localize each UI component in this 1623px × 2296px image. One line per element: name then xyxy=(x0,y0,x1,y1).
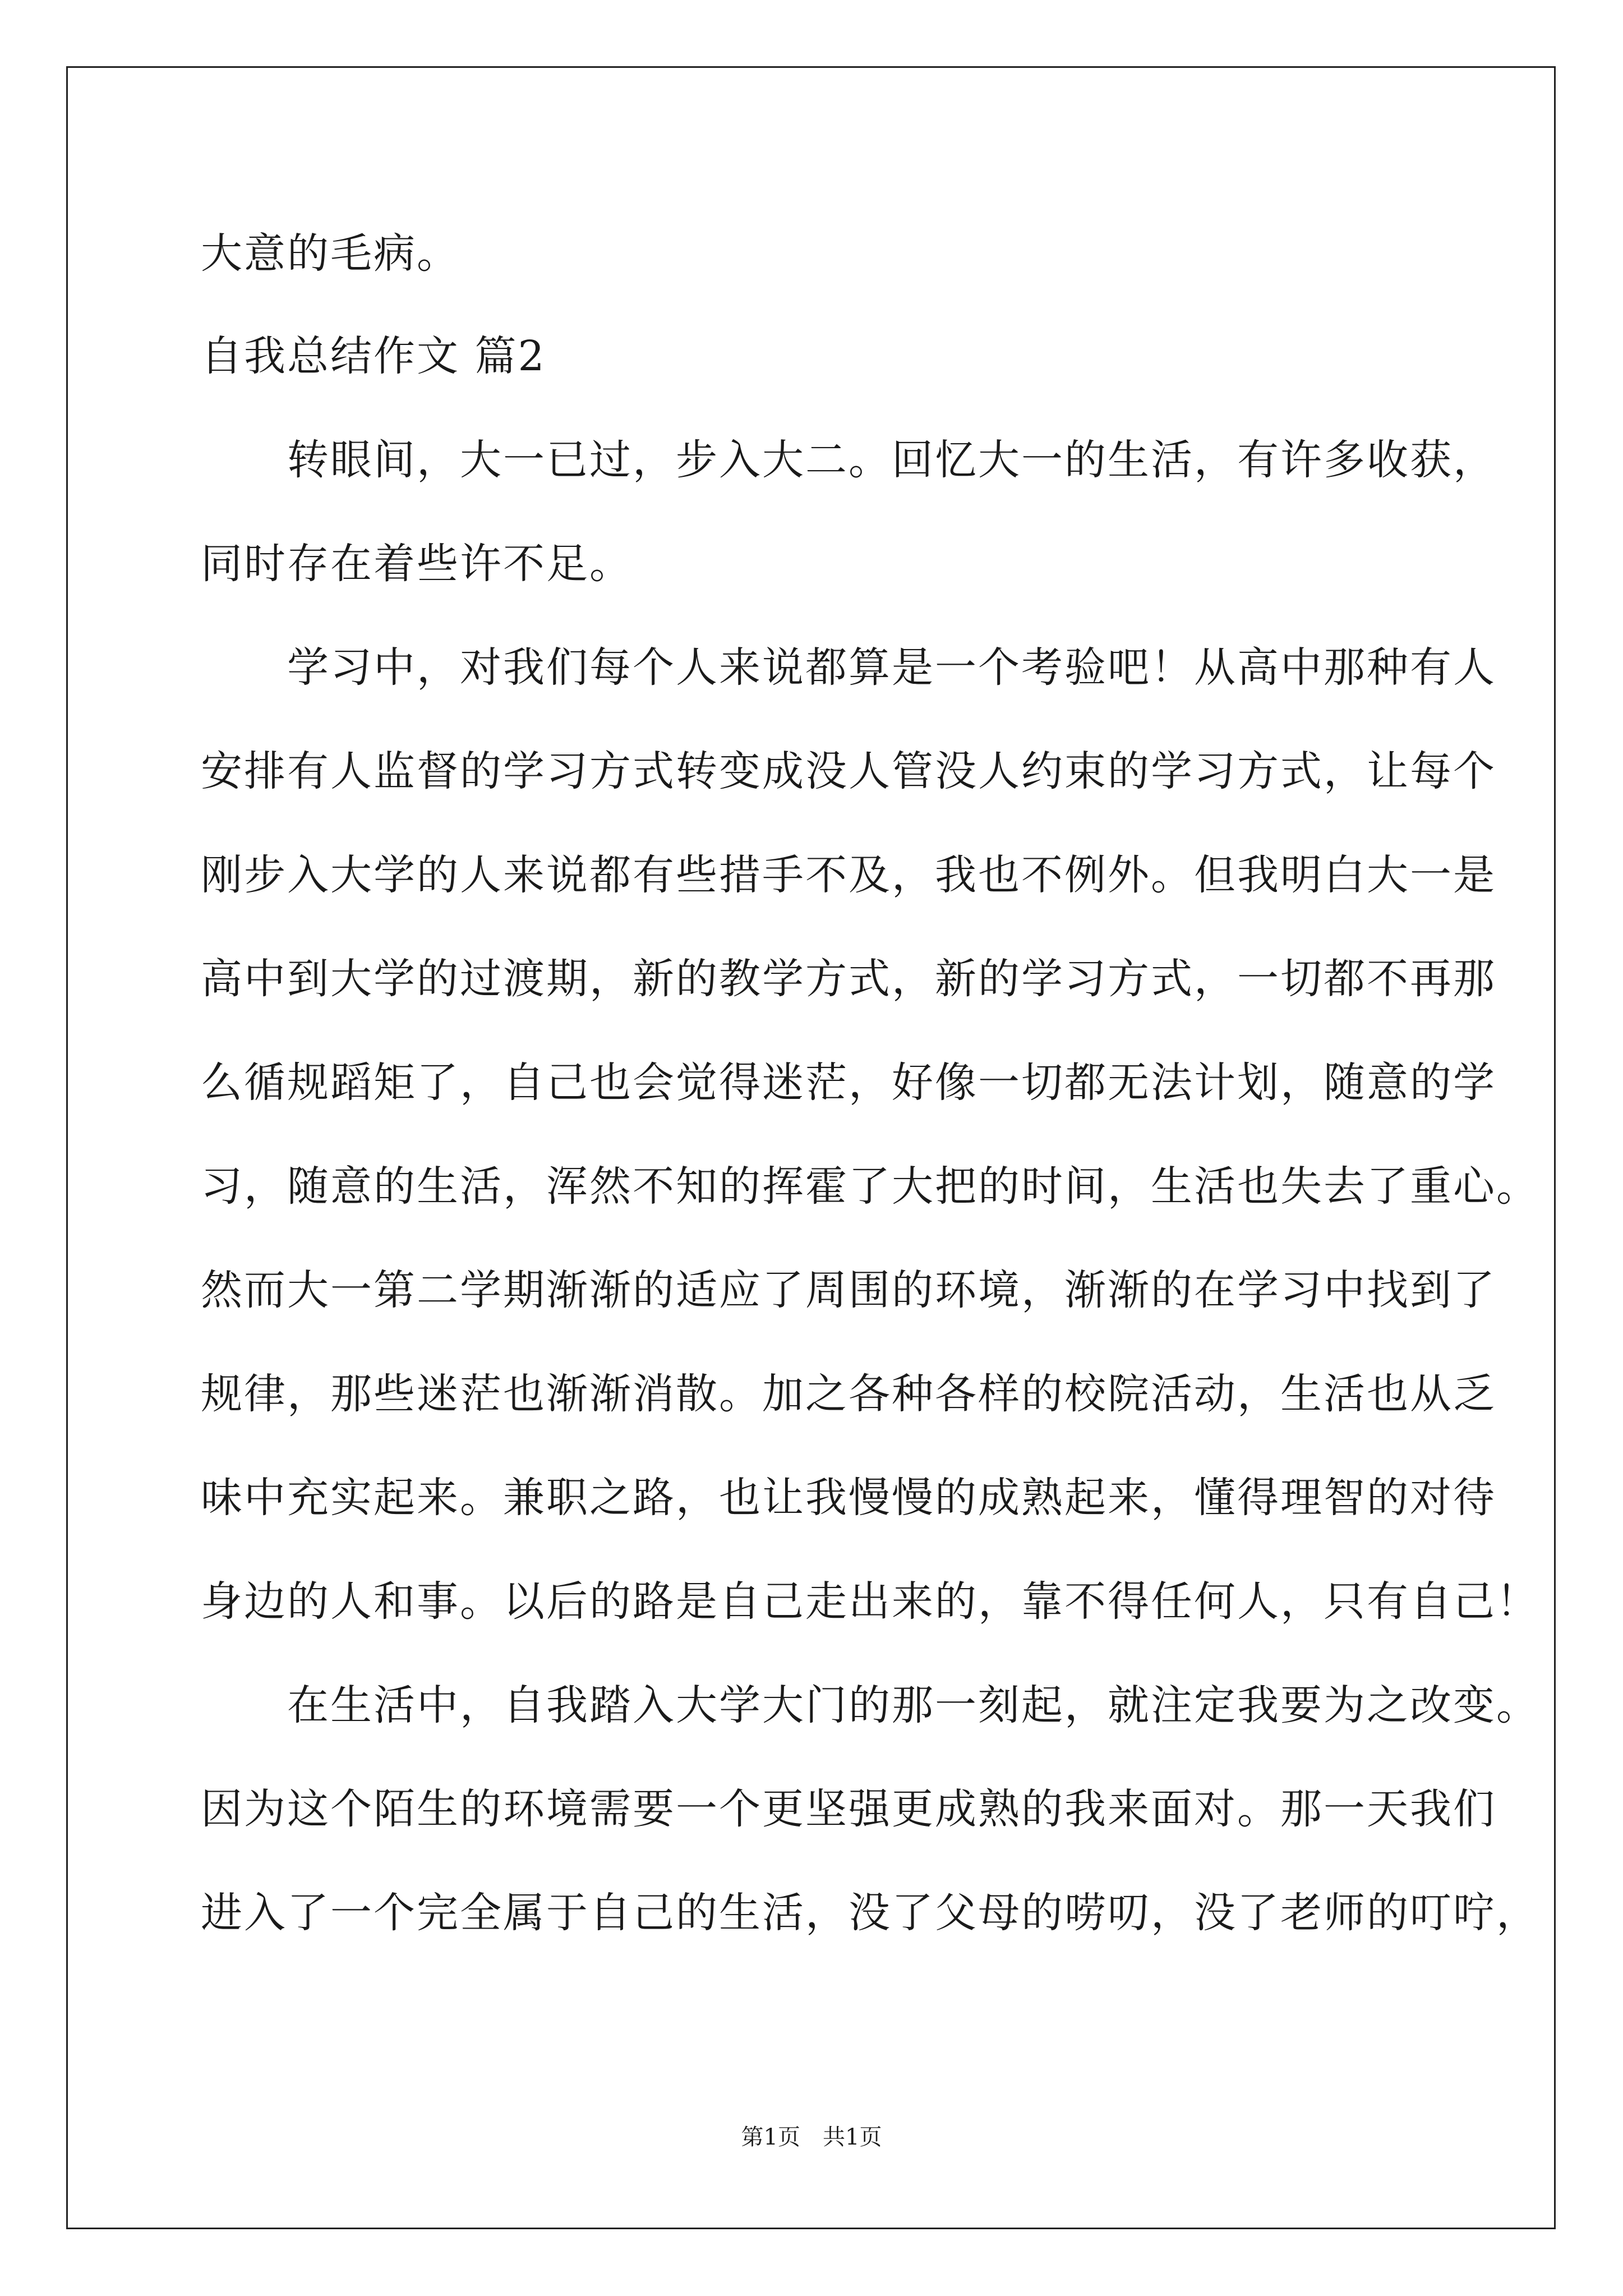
text-line: 刚步入大学的人来说都有些措手不及，我也不例外。但我明白大一是 xyxy=(201,851,1496,899)
text-line: 然而大一第二学期渐渐的适应了周围的环境，渐渐的在学习中找到了 xyxy=(201,1266,1496,1314)
text-line: 安排有人监督的学习方式转变成没人管没人约束的学习方式，让每个 xyxy=(201,747,1496,795)
text-line: 习，随意的生活，浑然不知的挥霍了大把的时间，生活也失去了重心。 xyxy=(201,1162,1539,1211)
text-line: 进入了一个完全属于自己的生活，没了父母的唠叨，没了老师的叮咛， xyxy=(201,1889,1539,1937)
text-line: 学习中，对我们每个人来说都算是一个考验吧！从高中那种有人 xyxy=(201,643,1496,692)
text-line: 高中到大学的过渡期，新的教学方式，新的学习方式，一切都不再那 xyxy=(201,955,1496,1003)
page-footer: 第1页 共1页 xyxy=(741,2124,882,2150)
text-line: 规律，那些迷茫也渐渐消散。加之各种各样的校院活动，生活也从乏 xyxy=(201,1370,1496,1418)
text-line: 么循规蹈矩了，自己也会觉得迷茫，好像一切都无法计划，随意的学 xyxy=(201,1059,1496,1107)
text-line: 因为这个陌生的环境需要一个更坚强更成熟的我来面对。那一天我们 xyxy=(201,1785,1496,1833)
text-line: 同时存在着些许不足。 xyxy=(201,540,633,588)
text-line: 在生活中，自我踏入大学大门的那一刻起，就注定我要为之改变。 xyxy=(201,1681,1539,1729)
text-line: 转眼间，大一已过，步入大二。回忆大一的生活，有许多收获， xyxy=(201,436,1496,484)
text-line: 身边的人和事。以后的路是自己走出来的，靠不得任何人，只有自己！ xyxy=(201,1577,1539,1626)
text-line: 大意的毛病。 xyxy=(201,229,460,278)
section-heading: 自我总结作文 篇2 xyxy=(201,332,546,380)
text-line: 味中充实起来。兼职之路，也让我慢慢的成熟起来，懂得理智的对待 xyxy=(201,1474,1496,1522)
